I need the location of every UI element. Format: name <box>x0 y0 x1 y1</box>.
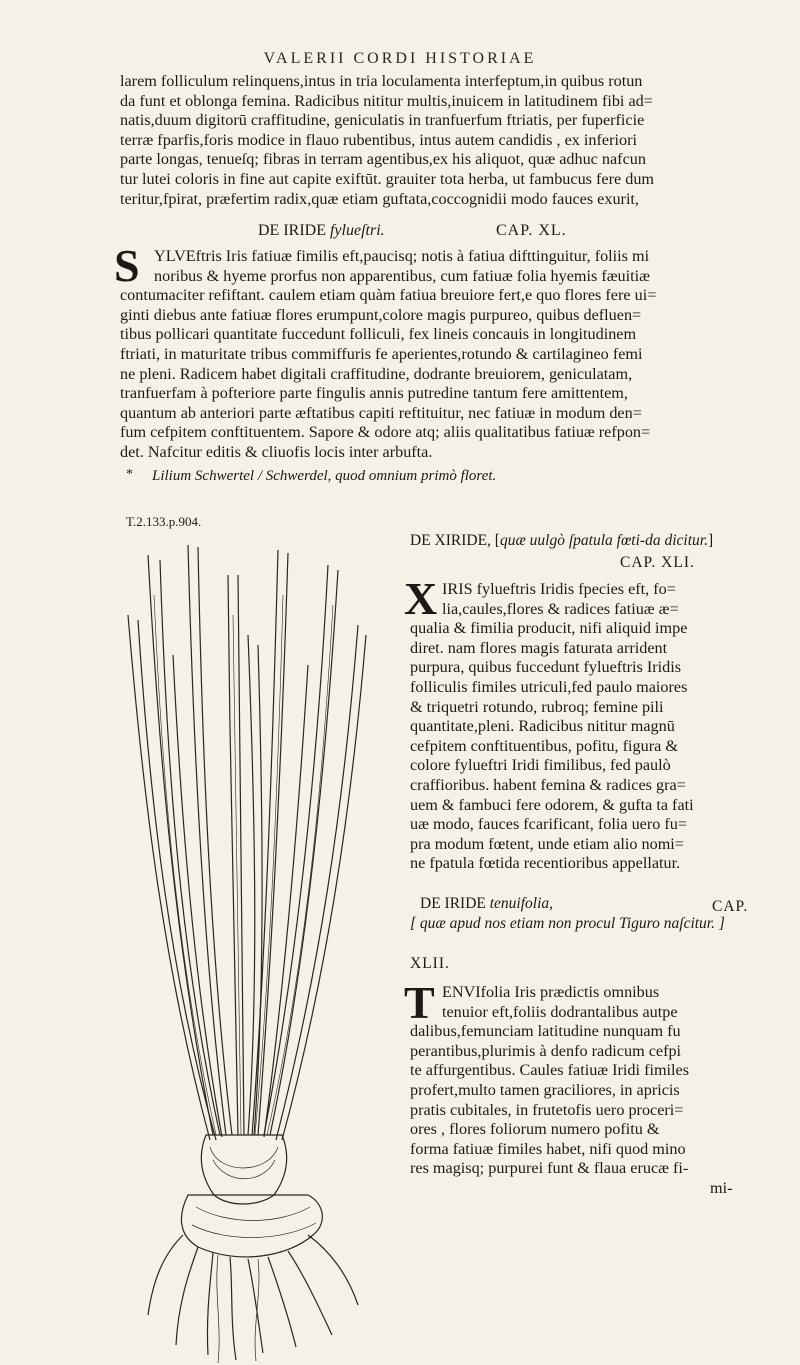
text-line: ores , flores foliorum numero pofitu & <box>410 1120 660 1139</box>
text-line: dalibus,femunciam latitudine nunquam fu <box>410 1022 681 1041</box>
text-line: teritur,fpirat, præfertim radix,quæ etiam guftata,coccognidii modo fauces exurit, <box>120 189 639 208</box>
text-line: parte longas, tenueſq; fibras in terram agentibus,ex his aliquot, quæ adhuc nafcun <box>120 150 646 169</box>
text-line: cefpitem conftituentibus, pofitu, figura & <box>410 736 678 755</box>
running-head: VALERII CORDI HISTORIAE <box>263 50 537 67</box>
section-42-body <box>410 983 770 1199</box>
text-line: ftriati, in maturitate tribus commiffuris fe aperientes,rotundo & cartilagineo femi <box>120 344 643 363</box>
text-line: uæ modo, fauces fcarificant, folia uero fu= <box>410 815 688 834</box>
text-line: & triquetri rotundo, rubroq; femine pili <box>410 697 664 716</box>
text-line: natis,duum digitorū craffitudine, geniculatis in tranfuerfum ftriatis, per fuperficie <box>120 111 645 130</box>
text-line: diret. nam flores magis faturata arrident <box>410 638 668 657</box>
section-42-heading <box>420 895 553 913</box>
text-line: mi- <box>710 1178 733 1197</box>
text-line: forma fatiuæ fimiles habet, nifi quod mino <box>410 1139 686 1158</box>
text-line: purpura, quibus fuccedunt fylueftris Iridis <box>410 658 682 677</box>
text-line: det. Nafcitur editis & cliuofis locis inter arbufta. <box>120 442 433 461</box>
text-line: quantitate,pleni. Radicibus nititur magnū <box>410 717 675 736</box>
text-line: contumaciter refiftant. caulem etiam quàm fatiua breuiore fert,e quo flores fere ui= <box>120 286 657 305</box>
heading-italic: [ quæ apud nos etiam non procul Tiguro naſcitur. ] <box>410 915 725 932</box>
text-line: profert,multo tamen graciliores, in apricis <box>410 1080 680 1099</box>
chapter-number: CAP. XLI. <box>620 554 695 571</box>
heading-text: DE IRIDE <box>258 222 330 239</box>
text-line: ne pleni. Radicem habet digitali craffitudine, dodrante breuiorem, geniculatam, <box>120 364 633 383</box>
text-line: tibus pollicari quantitate fuccedunt folliculi, fex lineis concauis in longitudinem <box>120 325 637 344</box>
intro-paragraph <box>120 72 765 209</box>
text-line: fum cefpitem conftituentem. Sapore & odore atq; aliis qualitatibus fatiuæ refpon= <box>120 423 651 442</box>
heading-text: DE XIRIDE, [ <box>410 532 500 549</box>
text-line: terræ fparfis,foris modice in flauo rubentibus, intus autem candidis , ex inferiori <box>120 130 637 149</box>
text-line: ginti diebus ante fatiuæ flores erumpunt,colore magis purpureo, quibus defluen= <box>120 305 642 324</box>
text-line: da funt et oblonga femina. Radicibus nititur multis,inuicem in latitudinem fibi ad= <box>120 91 653 110</box>
heading-bracket: ] <box>707 532 714 549</box>
section-41-heading <box>410 532 713 550</box>
drop-cap: S <box>114 240 140 291</box>
text-line: larem folliculum relinquens,intus in tria loculamenta interfeptum,in quibus rotun <box>120 72 643 90</box>
text-line: IRIS fylueftris Iridis fpecies eft, fo= <box>442 580 676 598</box>
heading-italic: fylueſtri. <box>329 222 385 239</box>
section-41-body <box>410 580 770 874</box>
drop-cap: X <box>404 573 438 624</box>
text-line: tranfuerfam à pofteriore parte fingulis annis putredine tantum fere amittentem, <box>120 384 628 403</box>
text-line: pra modum fœtent, unde etiam alio nomi= <box>410 834 684 853</box>
text-line: lia,caules,flores & radices fatiuæ æ= <box>442 599 679 618</box>
text-line: perantibus,plurimis à denfo radicum cefpi <box>410 1041 682 1060</box>
text-line: uem & fambuci fere odorem, & gufta ta fati <box>410 795 694 814</box>
section-40-heading <box>258 222 567 240</box>
chapter-number: CAP. XL. <box>496 222 567 239</box>
text-line: quantum ab anteriori parte æftatibus capiti reftituitur, nec fatiuæ in modum den= <box>120 403 642 422</box>
text-line: tur lutei coloris in fine aut capite exiftūt. grauiter tota herba, ut fambucus fere dum <box>120 169 654 188</box>
chapter-number: XLII. <box>410 955 450 972</box>
text-line: te affurgentibus. Caules fatiuæ Iridi fimiles <box>410 1061 690 1080</box>
text-line: craffioribus. habent femina & radices gra= <box>410 775 686 794</box>
section-42-subheading <box>410 915 770 933</box>
heading-italic: tenuifolia, <box>489 895 554 912</box>
marginal-note: Lilium Schwertel / Schwerdel, quod omnium primò floret. <box>152 468 497 484</box>
text-line: folliculis fimiles utriculi,fed paulo maiores <box>410 677 688 696</box>
note-mark: * <box>126 467 133 482</box>
text-line: ne fpatula fœtida recentioribus appellatur. <box>410 854 681 873</box>
chapter-label: CAP. <box>712 898 749 915</box>
drop-cap: T <box>404 977 435 1028</box>
text-line: res magisq; purpurei funt & flaua erucæ fi- <box>410 1159 689 1178</box>
iris-woodcut-illustration <box>118 535 368 1365</box>
text-line: YLVEftris Iris fatiuæ fimilis eft,paucisq; notis à fatiua difttinguitur, foliis mi <box>154 247 650 265</box>
text-line: colore fylueftri Iridi fimilibus, fed paulò <box>410 756 671 775</box>
heading-italic: quæ uulgò ſpatula fœti-da dicitur. <box>499 532 708 549</box>
text-line: tenuior eft,foliis dodrantalibus autpe <box>442 1002 678 1021</box>
text-line: noribus & hyeme prorfus non apparentibus, cum fatiuæ folia hyemis fæuitiæ <box>154 266 650 285</box>
text-line: ENVIfolia Iris prædictis omnibus <box>442 983 660 1001</box>
heading-text: DE IRIDE <box>420 895 490 912</box>
figure-reference: T.2.133.p.904. <box>126 514 202 529</box>
section-40-body <box>120 247 765 463</box>
text-line: pratis cubitales, in frutetofis uero proceri= <box>410 1100 684 1119</box>
text-line: qualia & fimilia producit, nifi aliquid impe <box>410 619 688 638</box>
